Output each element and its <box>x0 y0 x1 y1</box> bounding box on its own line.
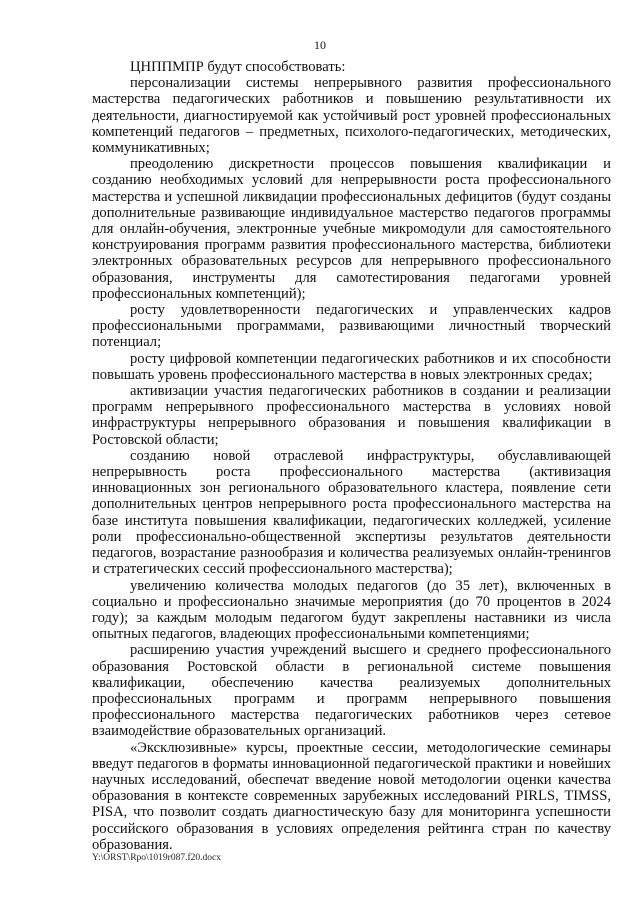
file-path-footer: Y:\ORST\Rpo\1019r087.f20.docx <box>92 853 221 863</box>
paragraph-activation: активизации участия педагогических работников в создании и реализации программ непрерывного профессионального мастерства в условиях новой инфраструктуры непрерывного образования и повышения квалификации в Ростовской области; <box>92 383 611 448</box>
paragraph-digital-competence: росту цифровой компетенции педагогических работников и их способности повышать уровень профессионального мастерства в новых электронных средах; <box>92 350 611 383</box>
paragraph-higher-education: расширению участия учреждений высшего и среднего профессионального образования Ростовской области в региональной системе повышения квалификации, обеспечению качества реализуемых дополнительных профессиональных программ и программ непрерывного повышения профессионального мастерства педагогических работников через сетевое взаимодействие образовательных организаций. <box>92 642 611 740</box>
paragraph-personalization: персонализации системы непрерывного развития профессионального мастерства педагогических работников и повышению результативности их деятельности, диагностируемой как устойчивый рост уровней профессиональных компетенций педагогов – предметных, психолого-педагогических, методических, коммуникативных; <box>92 75 611 157</box>
document-body <box>92 59 611 853</box>
paragraph-infrastructure: созданию новой отраслевой инфраструктуры, обуславливающей непрерывность роста профессионального мастерства (активизация инновационных зон регионального образовательного кластера, появление сети дополнительных центров непрерывного роста профессионального мастерства на базе института повышения квалификации, педагогических колледжей, усиление роли профессионально-общественной экспертизы результатов деятельности педагогов, возрастание разнообразия и количества реализуемых онлайн-тренингов и стратегических сессий профессионального мастерства); <box>92 447 611 578</box>
page-number: 10 <box>314 38 326 52</box>
paragraph-satisfaction: росту удовлетворенности педагогических и управленческих кадров профессиональными программами, развивающими личностный творческий потенциал; <box>92 302 611 351</box>
paragraph-discreteness: преодолению дискретности процессов повышения квалификации и созданию необходимых условий для непрерывности роста профессионального мастерства и успешной ликвидации профессиональных дефицитов (будут созданы дополнительные развивающие индивидуальное мастерство педагогов программы для онлайн-обучения, электронные учебные микромодули для самостоятельного конструирования программ развития профессионального мастерства, библиотеки электронных образовательных ресурсов для непрерывного профессионального образования, инструменты для самотестирования педагогами уровней профессиональных компетенций); <box>92 156 611 302</box>
paragraph-intro: ЦНППМПР будут способствовать: <box>130 59 346 75</box>
paragraph-exclusive-courses: «Эксклюзивные» курсы, проектные сессии, методологические семинары введут педагогов в форматы инновационной педагогической практики и новейших научных исследований, обеспечат введение новой методологии оценки качества образования в контексте современных зарубежных исследований PIRLS, TIMSS, PISA, что позволит создать диагностическую базу для мониторинга успешности российского образования в условиях определения рейтинга стран по качеству образования. <box>92 739 611 853</box>
paragraph-young-teachers: увеличению количества молодых педагогов (до 35 лет), включенных в социально и профессионально значимые мероприятия (до 70 процентов в 2024 году); за каждым молодым педагогом будут закреплены наставники из числа опытных педагогов, владеющих профессиональными компетенциями; <box>92 577 611 643</box>
